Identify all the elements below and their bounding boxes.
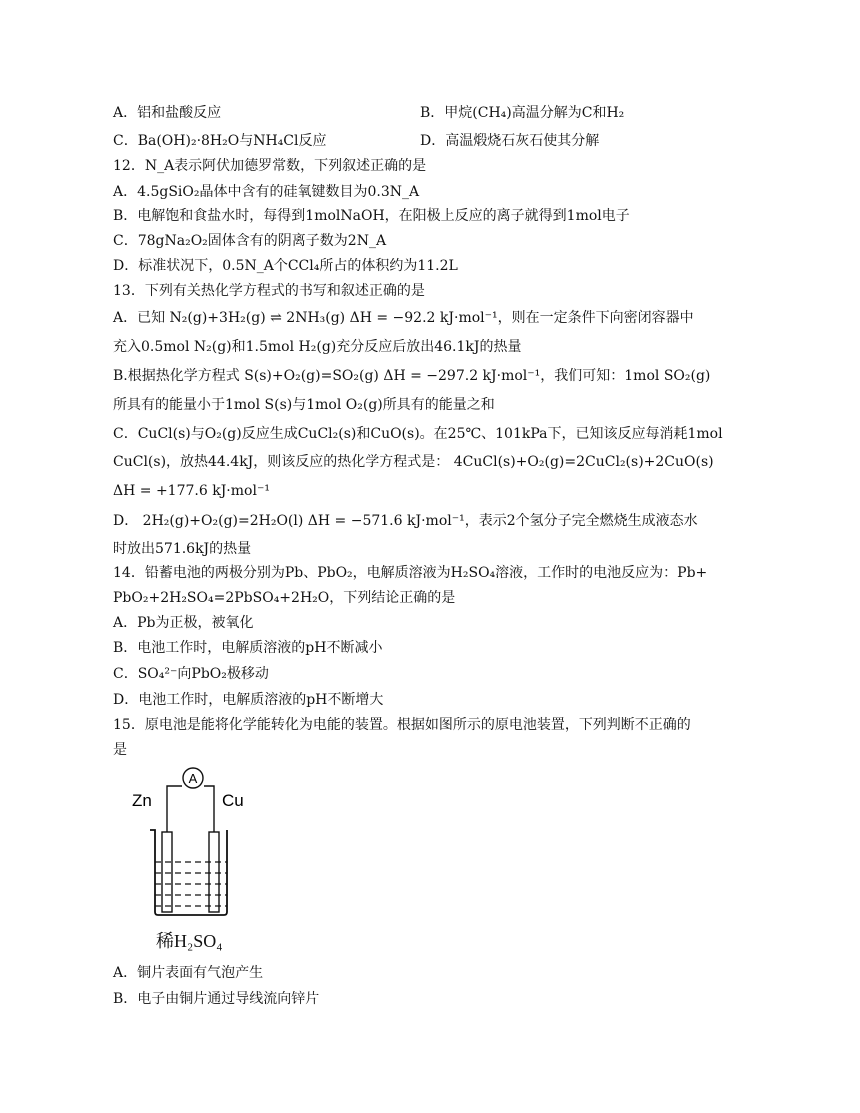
q12-stem: 12．N_A表示阿伏加德罗常数，下列叙述正确的是 xyxy=(113,158,427,174)
wire-right xyxy=(204,786,214,832)
q12-option-c: C．78gNa₂O₂固体含有的阴离子数为2N_A xyxy=(113,233,387,249)
cu-electrode xyxy=(209,832,219,912)
q14-option-c: C．SO₄²⁻向PbO₂极移动 xyxy=(113,666,269,682)
q14-stem-line2: PbO₂+2H₂SO₄=2PbSO₄+2H₂O，下列结论正确的是 xyxy=(113,590,456,606)
q15-option-a: A．铜片表面有气泡产生 xyxy=(113,965,264,981)
cu-label: Cu xyxy=(222,791,244,810)
figure-caption: 稀H₂SO₄ xyxy=(156,931,223,951)
zn-label: Zn xyxy=(132,791,152,810)
q14-option-d: D．电池工作时，电解质溶液的pH不断增大 xyxy=(113,692,384,708)
q13-option-c-line1: C．CuCl(s)与O₂(g)反应生成CuCl₂(s)和CuO(s)。在25℃、101kPa下，已知该反应每消耗1mol xyxy=(113,426,723,442)
q12-option-a: A．4.5gSiO₂晶体中含有的硅氧键数目为0.3N_A xyxy=(113,184,420,200)
ammeter-label: A xyxy=(188,771,198,786)
q11-option-d: D．高温煅烧石灰石使其分解 xyxy=(420,133,600,149)
q13-option-c-line2: CuCl(s)，放热44.4kJ，则该反应的热化学方程式是： 4CuCl(s)+O₂(g)=2CuCl₂(s)+2CuO(s) xyxy=(113,454,714,470)
q13-option-a-line2: 充入0.5mol N₂(g)和1.5mol H₂(g)充分反应后放出46.1kJ的热量 xyxy=(113,339,522,355)
q13-option-d-line1: D． 2H₂(g)+O₂(g)=2H₂O(l) ΔH = −571.6 kJ·mol⁻¹，表示2个氢分子完全燃烧生成液态水 xyxy=(113,513,698,529)
wire-left xyxy=(167,786,182,832)
zn-electrode xyxy=(162,832,172,912)
q11-option-a: A．铝和盐酸反应 xyxy=(113,105,222,121)
q14-option-a: A．Pb为正极，被氧化 xyxy=(113,615,254,631)
q12-option-b: B．电解饱和食盐水时，每得到1molNaOH，在阳极上反应的离子就得到1mol电子 xyxy=(113,208,630,224)
q13-option-b-line1: B.根据热化学方程式 S(s)+O₂(g)=SO₂(g) ΔH = −297.2 kJ·mol⁻¹，我们可知：1mol SO₂(g) xyxy=(113,368,711,384)
q11-option-b: B．甲烷(CH₄)高温分解为C和H₂ xyxy=(420,105,625,121)
q13-option-a-line1: A．已知 N₂(g)+3H₂(g) ⇌ 2NH₃(g) ΔH = −92.2 kJ·mol⁻¹，则在一定条件下向密闭容器中 xyxy=(113,310,694,326)
q15-stem-line2: 是 xyxy=(113,742,127,758)
q12-option-d: D．标准状况下，0.5N_A个CCl₄所占的体积约为11.2L xyxy=(113,258,458,274)
q15-option-b: B．电子由铜片通过导线流向锌片 xyxy=(113,991,320,1007)
galvanic-cell-diagram xyxy=(128,762,258,927)
q13-option-d-line2: 时放出571.6kJ的热量 xyxy=(113,541,252,557)
q14-stem-line1: 14．铅蓄电池的两极分别为Pb、PbO₂，电解质溶液为H₂SO₄溶液，工作时的电池反应为：Pb+ xyxy=(113,565,708,581)
q13-stem: 13．下列有关热化学方程式的书写和叙述正确的是 xyxy=(113,283,425,299)
galvanic-cell-figure xyxy=(128,762,258,931)
q13-option-c-line3: ΔH = +177.6 kJ·mol⁻¹ xyxy=(113,483,270,499)
q15-stem-line1: 15．原电池是能将化学能转化为电能的装置。根据如图所示的原电池装置，下列判断不正确的 xyxy=(113,717,691,733)
q14-option-b: B．电池工作时，电解质溶液的pH不断减小 xyxy=(113,640,383,656)
q11-option-c: C．Ba(OH)₂·8H₂O与NH₄Cl反应 xyxy=(113,133,327,149)
q13-option-b-line2: 所具有的能量小于1mol S(s)与1mol O₂(g)所具有的能量之和 xyxy=(113,397,495,413)
